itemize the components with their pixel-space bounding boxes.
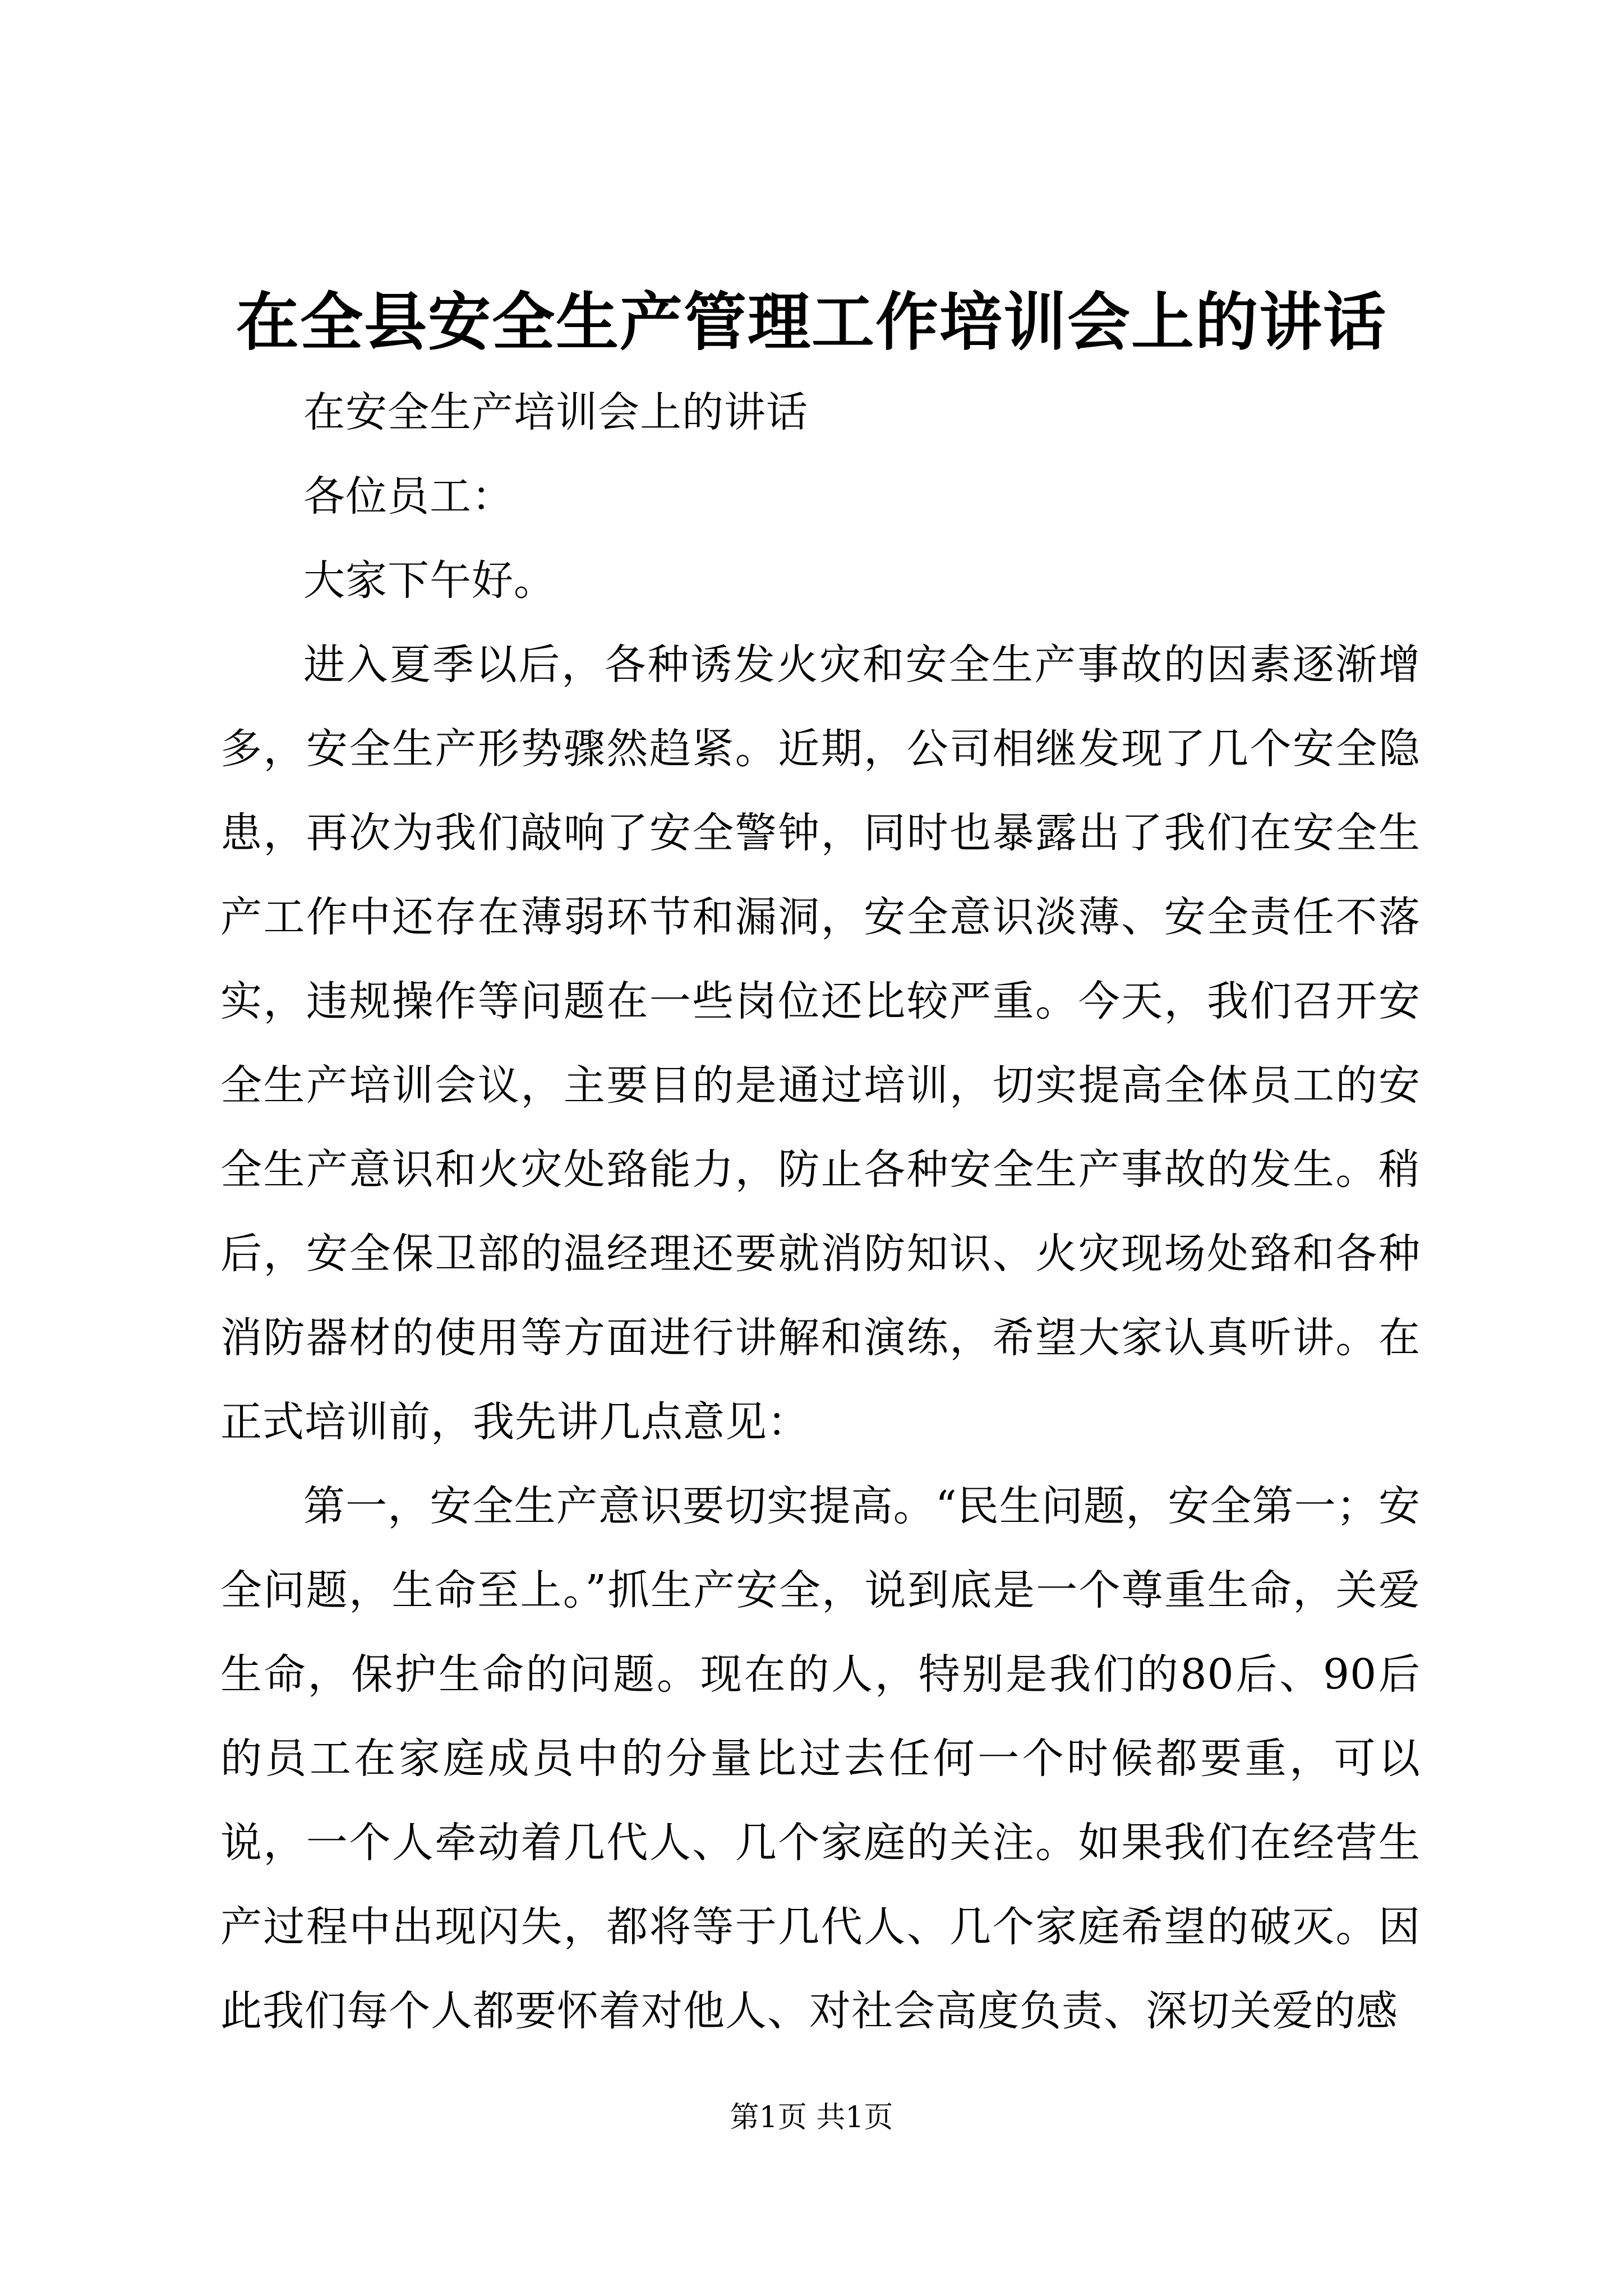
paragraph-point-one: 第一，安全生产意识要切实提高。“民生问题，安全第一；安全问题，生命至上。”抓生产安全，说到底是一个尊重生命，关爱生命，保护生命的问题。现在的人，特别是我们的80后、90后的员工在家庭成员中的分量比过去任何一个时候都要重，可以说，一个人牵动着几代人、几个家庭的关注。如果我们在经营生产过程中出现闪失，都将等于几代人、几个家庭希望的破灭。因此我们每个人都要怀着对他人、对社会高度负责、深切关爱的感 — [220, 1482, 1421, 2035]
document-body — [220, 370, 1421, 2053]
paragraph-introduction: 进入夏季以后，各种诱发火灾和安全生产事故的因素逐渐增多，安全生产形势骤然趋紧。近期，公司相继发现了几个安全隐患，再次为我们敲响了安全警钟，同时也暴露出了我们在安全生产工作中还存在薄弱环节和漏洞，安全意识淡薄、安全责任不落实，违规操作等问题在一些岗位还比较严重。今天，我们召开安全生产培训会议，主要目的是通过培训，切实提高全体员工的安全生产意识和火灾处臵能力，防止各种安全生产事故的发生。稍后，安全保卫部的温经理还要就消防知识、火灾现场处臵和各种消防器材的使用等方面进行讲解和演练，希望大家认真听讲。在正式培训前，我先讲几点意见： — [220, 641, 1421, 1446]
paragraph-salutation: 各位员工： — [303, 472, 514, 521]
page-footer: 第1页 共1页 — [730, 2101, 893, 2134]
paragraph-subtitle: 在安全生产培训会上的讲话 — [303, 388, 808, 436]
paragraph-greeting: 大家下午好。 — [303, 556, 556, 605]
document-title: 在全县安全生产管理工作培训会上的讲话 — [236, 286, 1387, 359]
